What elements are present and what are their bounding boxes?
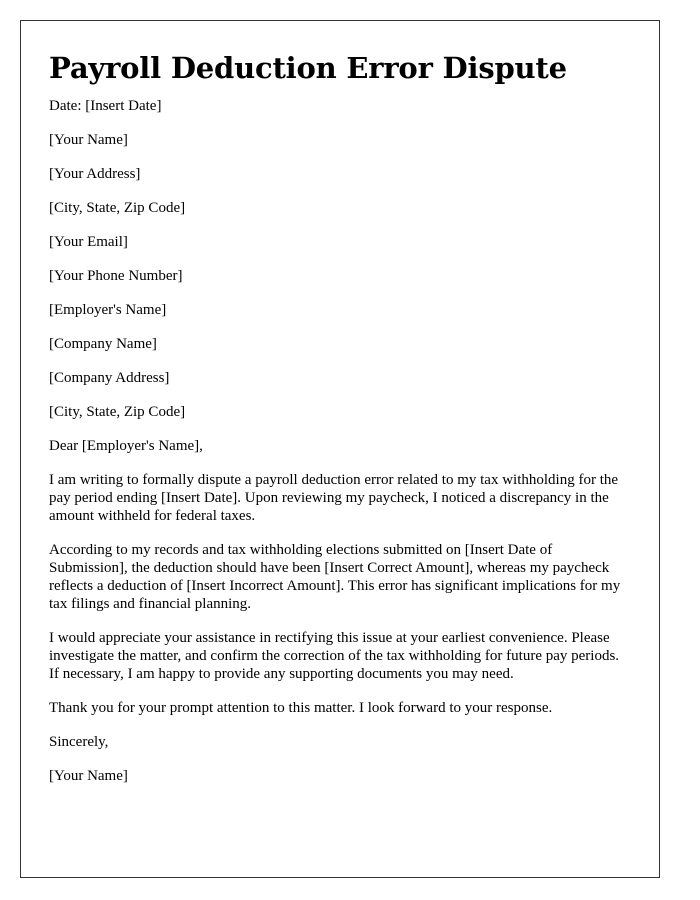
body-paragraph-2: According to my records and tax withholding elections submitted on [Insert Date of Submission], the deduction should have been [Insert Correct Amount], whereas my paycheck reflects a deduction of [Insert Incorrect Amount]. This error has significant implications for my tax filings and financial planning. <box>49 542 621 612</box>
letter-page <box>20 20 660 878</box>
recipient-employer-name: [Employer's Name] <box>49 302 167 318</box>
recipient-company-address: [Company Address] <box>49 370 170 386</box>
date-line: Date: [Insert Date] <box>49 98 162 114</box>
letter-title: Payroll Deduction Error Dispute <box>49 51 567 85</box>
closing: Sincerely, <box>49 734 109 750</box>
salutation: Dear [Employer's Name], <box>49 438 203 454</box>
sender-city-state-zip: [City, State, Zip Code] <box>49 200 186 216</box>
body-paragraph-3: I would appreciate your assistance in rectifying this issue at your earliest convenience. Please investigate the matter, and confirm the correction of the tax withholding for future pay periods. If necessary, I am happy to provide any supporting documents you may need. <box>49 630 620 682</box>
sender-name: [Your Name] <box>49 132 128 148</box>
recipient-company-name: [Company Name] <box>49 336 157 352</box>
sender-email: [Your Email] <box>49 234 128 250</box>
sender-address: [Your Address] <box>49 166 141 182</box>
recipient-city-state-zip: [City, State, Zip Code] <box>49 404 186 420</box>
body-paragraph-4: Thank you for your prompt attention to this matter. I look forward to your response. <box>49 700 553 716</box>
body-paragraph-1: I am writing to formally dispute a payroll deduction error related to my tax withholding for the pay period ending [Insert Date]. Upon reviewing my paycheck, I noticed a discrepancy in the amount withheld for federal taxes. <box>49 472 619 524</box>
signature: [Your Name] <box>49 768 128 784</box>
sender-phone: [Your Phone Number] <box>49 268 183 284</box>
